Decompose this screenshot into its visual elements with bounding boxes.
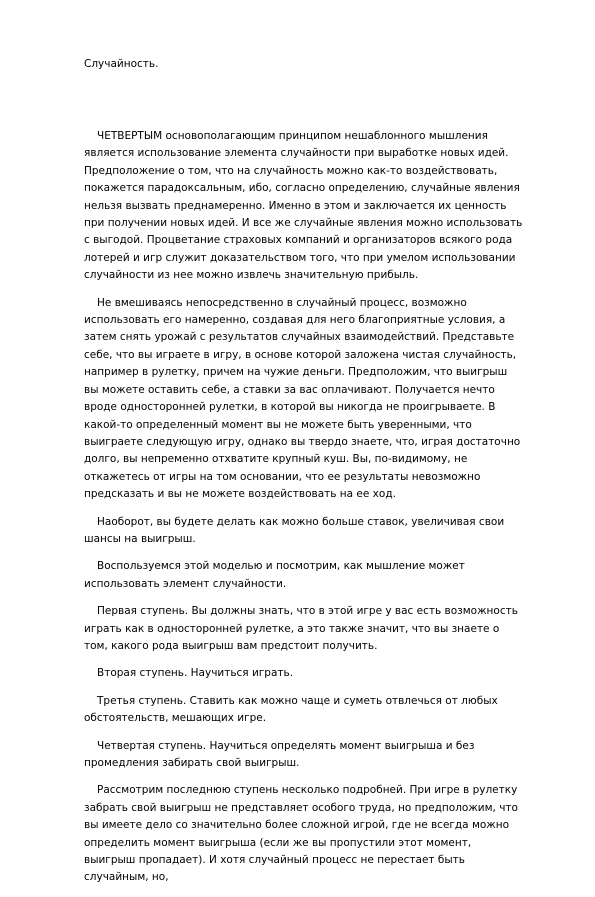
paragraph: Не вмешиваясь непосредственно в случайный процесс, возможно использовать его намеренно, создавая для него благоприятные условия, а затем снять урожай с результатов случайных взаимодействий. Представьте себе, что вы играете в игру, в основе которой заложена чистая случайность, например в рулетку, причем на чужие деньги. Предположим, что выигрыш вы можете оставить себе, а ставки за вас оплачивают. Получается нечто вроде односторонней рулетки, в которой вы никогда не проигрываете. В какой-то определенный момент вы не можете быть уверенными, что выиграете следующую игру, однако вы твердо знаете, что, играя достаточно долго, вы непременно отхватите крупный куш. Вы, по-видимому, не откажетесь от игры на том основании, что ее результаты невозможно предсказать и вы не можете воздействовать на ее ход. [84,296,521,501]
paragraph: Третья ступень. Ставить как можно чаще и суметь отвлечься от любых обстоятельств, мешающих игре. [84,694,498,725]
document-body [84,128,524,897]
paragraph: Четвертая ступень. Научиться определять момент выигрыша и без промедления забирать свой выигрыш. [84,739,475,769]
paragraph: Воспользуемся этой моделью и посмотрим, как мышление может использовать элемент случайности. [84,560,465,590]
document-title: Случайность. [84,58,159,70]
paragraph: Наоборот, вы будете делать как можно больше ставок, увеличивая свои шансы на выигрыш. [84,515,505,545]
paragraph: ЧЕТВЕРТЫМ основополагающим принципом нешаблонного мышления является использование элемента случайности при выработке новых идей. Предположение о том, что на случайность можно как-то воздействовать, покажется парадоксальным, ибо, согласно определению, случайные явления нельзя вызвать преднамеренно. Именно в этом и заключается их ценность при получении новых идей. И все же случайные явления можно использовать с выгодой. Процветание страховых компаний и организаторов всякого рода лотерей и игр служит доказательством того, что при умелом использовании случайности из нее можно извлечь значительную прибыль. [84,130,523,282]
paragraph: Вторая ступень. Научиться играть. [97,667,294,680]
paragraph: Рассмотрим последнюю ступень несколько подробней. При игре в рулетку забрать свой выигрыш не представляет особого труда, но предположим, что вы имеете дело со значительно более сложной игрой, где не всегда можно определить момент выигрыша (если же вы пропустили этот момент, выигрыш пропадает). И хотя случайный процесс не перестает быть случайным, но, [84,784,518,884]
paragraph: Первая ступень. Вы должны знать, что в этой игре у вас есть возможность играть как в односторонней рулетке, а это также значит, что вы знаете о том, какого рода выигрыш вам предстоит получить. [84,605,518,652]
